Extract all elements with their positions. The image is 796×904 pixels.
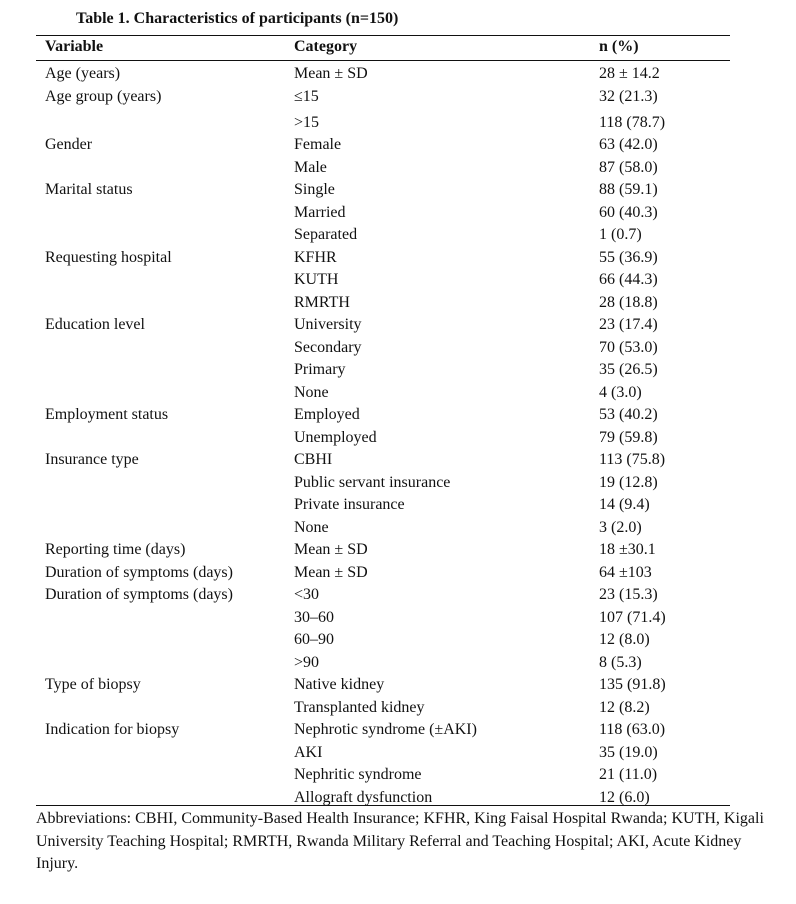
cell-n: 64 ±103 xyxy=(599,563,652,581)
cell-category: >15 xyxy=(294,114,320,131)
cell-n: 79 (59.8) xyxy=(599,428,658,446)
cell-category: Male xyxy=(294,158,327,176)
cell-n: 12 (6.0) xyxy=(599,788,650,806)
cell-n: 8 (5.3) xyxy=(599,653,642,671)
table-row xyxy=(0,382,796,405)
table-footnote: Abbreviations: CBHI, Community-Based Health Insurance; KFHR, King Faisal Hospital Rwanda; KUTH, Kigali University Teaching Hospital; RMRTH, Rwanda Military Referral and Teaching Hospital; AKI, Acute Kidney Injury. xyxy=(36,810,764,872)
cell-variable: Indication for biopsy xyxy=(45,721,180,738)
cell-n: 66 (44.3) xyxy=(599,271,658,288)
table-row xyxy=(0,247,796,270)
table-row xyxy=(0,427,796,450)
cell-variable: Duration of symptoms (days) xyxy=(45,586,233,603)
cell-n: 3 (2.0) xyxy=(599,518,642,536)
cell-variable: Education level xyxy=(45,316,145,333)
cell-variable: Gender xyxy=(45,136,93,153)
cell-n: 63 (42.0) xyxy=(599,136,658,153)
table-row xyxy=(0,652,796,675)
header-category: Category xyxy=(294,38,358,55)
cell-variable: Requesting hospital xyxy=(45,248,172,266)
cell-category: Native kidney xyxy=(294,676,385,693)
cell-n: 28 ± 14.2 xyxy=(599,65,660,82)
table-row xyxy=(0,202,796,225)
table-row xyxy=(0,629,796,652)
table-row xyxy=(0,674,796,697)
table-row xyxy=(0,584,796,607)
table-row xyxy=(0,764,796,787)
cell-n: 12 (8.0) xyxy=(599,631,650,648)
cell-n: 113 (75.8) xyxy=(599,451,666,468)
cell-n: 4 (3.0) xyxy=(599,383,642,401)
cell-n: 19 (12.8) xyxy=(599,473,658,491)
table-row xyxy=(0,472,796,495)
table-row xyxy=(0,292,796,315)
cell-variable: Employment status xyxy=(45,406,169,423)
cell-category: Separated xyxy=(294,226,358,243)
table-row xyxy=(0,562,796,585)
table-row xyxy=(0,697,796,720)
cell-category: Primary xyxy=(294,361,346,378)
table-row xyxy=(0,269,796,292)
table-row xyxy=(0,359,796,382)
table-top-rule xyxy=(36,35,730,36)
cell-category: None xyxy=(294,518,329,536)
table-row xyxy=(0,449,796,472)
cell-n: 118 (63.0) xyxy=(599,721,666,738)
table-row xyxy=(0,494,796,517)
table-row xyxy=(0,719,796,742)
cell-n: 35 (26.5) xyxy=(599,361,658,378)
cell-category: Female xyxy=(294,136,342,153)
cell-category: AKI xyxy=(294,743,323,761)
table-row xyxy=(0,517,796,540)
cell-n: 32 (21.3) xyxy=(599,87,658,105)
cell-n: 12 (8.2) xyxy=(599,698,650,716)
table-row xyxy=(0,63,796,86)
cell-n: 70 (53.0) xyxy=(599,338,658,356)
cell-variable: Reporting time (days) xyxy=(45,541,186,558)
cell-category: Nephrotic syndrome (±AKI) xyxy=(294,721,477,738)
cell-variable: Type of biopsy xyxy=(45,676,141,693)
table-title: Table 1. Characteristics of participants (n=150) xyxy=(76,10,399,27)
cell-n: 87 (58.0) xyxy=(599,158,658,176)
header-variable: Variable xyxy=(45,38,104,55)
cell-n: 23 (17.4) xyxy=(599,316,658,333)
table-row xyxy=(0,539,796,562)
cell-category: Single xyxy=(294,181,335,198)
table-row xyxy=(0,134,796,157)
cell-category: KUTH xyxy=(294,271,339,288)
cell-variable: Marital status xyxy=(45,181,133,198)
cell-category: Transplanted kidney xyxy=(294,698,425,716)
table-row xyxy=(0,404,796,427)
cell-n: 55 (36.9) xyxy=(599,248,658,266)
table-row xyxy=(0,337,796,360)
cell-n: 35 (19.0) xyxy=(599,743,658,761)
cell-category: 30–60 xyxy=(294,608,334,626)
cell-category: Mean ± SD xyxy=(294,563,368,581)
cell-category: ≤15 xyxy=(294,87,319,105)
cell-n: 14 (9.4) xyxy=(599,496,650,513)
cell-category: 60–90 xyxy=(294,631,334,648)
table-row xyxy=(0,224,796,247)
cell-category: KFHR xyxy=(294,248,337,266)
cell-category: Mean ± SD xyxy=(294,65,368,82)
cell-category: <30 xyxy=(294,586,320,603)
cell-variable: Duration of symptoms (days) xyxy=(45,563,233,581)
cell-n: 23 (15.3) xyxy=(599,586,658,603)
cell-n: 118 (78.7) xyxy=(599,114,666,131)
cell-category: University xyxy=(294,316,362,333)
cell-category: CBHI xyxy=(294,451,333,468)
cell-n: 60 (40.3) xyxy=(599,203,658,221)
table-row xyxy=(0,742,796,765)
cell-category: Employed xyxy=(294,406,360,423)
table-row xyxy=(0,108,796,134)
cell-category: Private insurance xyxy=(294,496,405,513)
cell-category: Married xyxy=(294,203,346,221)
cell-n: 1 (0.7) xyxy=(599,226,642,243)
cell-category: Unemployed xyxy=(294,428,377,446)
table-row xyxy=(0,607,796,630)
cell-n: 53 (40.2) xyxy=(599,406,658,423)
cell-category: Allograft dysfunction xyxy=(294,788,433,806)
cell-category: Secondary xyxy=(294,338,362,356)
cell-variable: Insurance type xyxy=(45,451,139,468)
cell-category: Public servant insurance xyxy=(294,473,451,491)
table-bottom-rule xyxy=(36,805,730,806)
cell-category: Mean ± SD xyxy=(294,541,368,558)
table-header-rule xyxy=(36,60,730,61)
table-row xyxy=(0,86,796,109)
cell-variable: Age (years) xyxy=(45,65,121,82)
table-row xyxy=(0,314,796,337)
cell-category: >90 xyxy=(294,653,320,671)
header-n: n (%) xyxy=(599,38,639,55)
cell-n: 21 (11.0) xyxy=(599,766,658,783)
table-row xyxy=(0,157,796,180)
cell-n: 28 (18.8) xyxy=(599,293,658,311)
cell-category: None xyxy=(294,383,329,401)
cell-n: 135 (91.8) xyxy=(599,676,666,693)
table-body xyxy=(0,63,796,809)
cell-n: 18 ±30.1 xyxy=(599,541,656,558)
cell-variable: Age group (years) xyxy=(45,87,162,105)
cell-category: RMRTH xyxy=(294,293,350,311)
table-row xyxy=(0,179,796,202)
cell-n: 107 (71.4) xyxy=(599,608,666,626)
cell-category: Nephritic syndrome xyxy=(294,766,422,783)
cell-n: 88 (59.1) xyxy=(599,181,658,198)
